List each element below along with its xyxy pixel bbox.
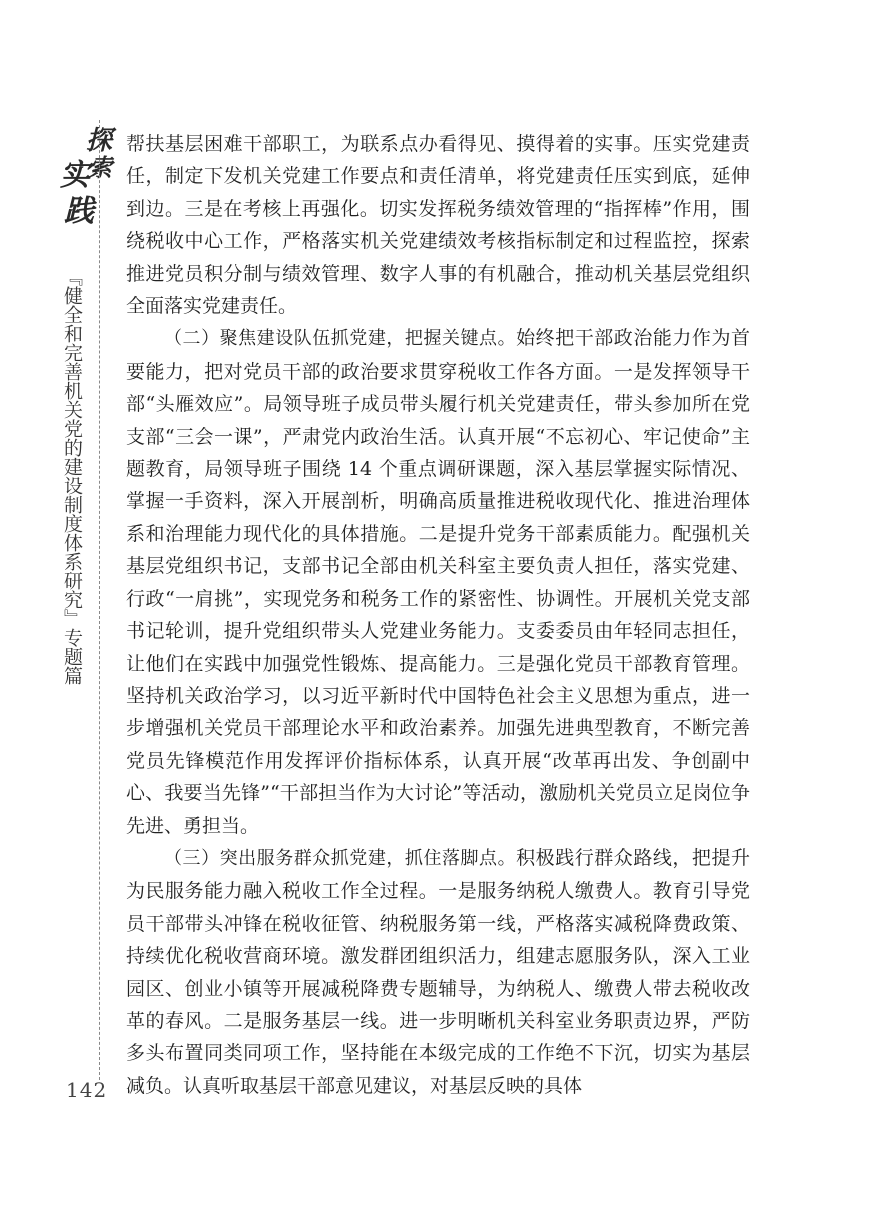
logo-char: 索 <box>88 153 112 182</box>
section-heading: （二）聚焦建设队伍抓党建，把握关键点。 <box>164 328 517 350</box>
vertical-section-title: 『健全和完善机关党的建设制度体系研究』专题篇 <box>61 267 83 685</box>
logo-char: 实 <box>60 158 90 193</box>
margin-divider <box>99 120 100 1080</box>
paragraph-text: 帮扶基层困难干部职工，为联系点办看得见、摸得着的实事。压实党建责任，制定下发机关党建工作要点和责任清单，将党建责任压实到底，延伸到边。三是在考核上再强化。切实发挥税务绩效管理的“指挥棒”作用，围绕税收中心工作，严格落实机关党建绩效考核指标制定和过程监控，探索推进党员积分制与绩效管理、数字人事的有机融合，推动机关基层党组织全面落实党建责任。 <box>126 133 750 318</box>
paragraph-text: 始终把干部政治能力作为首要能力，把对党员干部的政治要求贯穿税收工作各方面。一是发挥领导干部“头雁效应”。局领导班子成员带头履行机关党建责任，带头参加所在党支部“三会一课”，严肃党内政治生活。认真开展“不忘初心、牢记使命”主题教育，局领导班子围绕 14 个重点调研课题，深入基层掌握实际情况、掌握一手资料，深入开展剖析，明确高质量推进税收现代化、推进治理体系和治理能力现代化的具体措施。二是提升党务干部素质能力。配强机关基层党组织书记，支部书记全部由机关科室主要负责人担任，落实党建、行政“一肩挑”，实现党务和税务工作的紧密性、协调性。开展机关党支部书记轮训，提升党组织带头人党建业务能力。支委委员由年轻同志担任，让他们在实践中加强党性锻炼、提高能力。三是强化党员干部教育管理。坚持机关政治学习，以习近平新时代中国特色社会主义思想为重点，进一步增强机关党员干部理论水平和政治素养。加强先进典型教育，不断完善党员先锋模范作用发挥评价指标体系，认真开展“改革再出发、争创副中心、我要当先锋”“干部担当作为大讨论”等活动，激励机关党员立足岗位争先进、勇担当。 <box>126 327 750 837</box>
paragraph <box>126 128 750 322</box>
paragraph <box>126 322 750 842</box>
page-number: 142 <box>66 1078 108 1102</box>
logo-char: 探 <box>86 126 113 156</box>
column-logo <box>60 120 116 230</box>
body-text <box>126 128 750 1102</box>
section-heading: （三）突出服务群众抓党建，抓住落脚点。 <box>164 847 517 869</box>
paragraph-text: 积极践行群众路线，把提升为民服务能力融入税收工作全过程。一是服务纳税人缴费人。教育引导党员干部带头冲锋在税收征管、纳税服务第一线，严格落实减税降费政策、持续优化税收营商环境。激发群团组织活力，组建志愿服务队，深入工业园区、创业小镇等开展减税降费专题辅导，为纳税人、缴费人带去税收改革的春风。二是服务基层一线。进一步明晰机关科室业务职责边界，严防多头布置同类同项工作，坚持能在本级完成的工作绝不下沉，切实为基层减负。认真听取基层干部意见建议，对基层反映的具体 <box>126 846 750 1097</box>
paragraph <box>126 842 750 1102</box>
logo-char: 践 <box>64 194 94 229</box>
